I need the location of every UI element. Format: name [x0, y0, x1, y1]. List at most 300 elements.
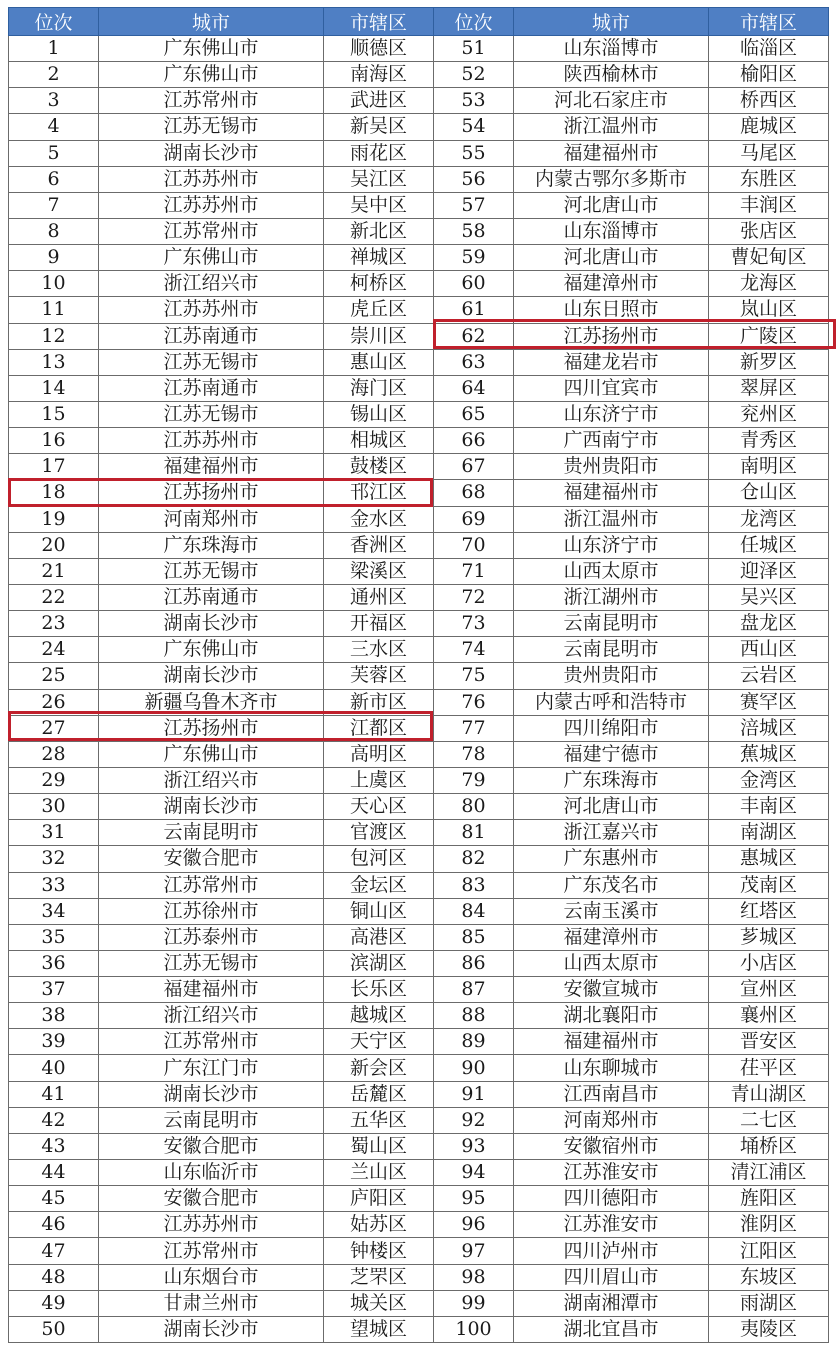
district-cell: 南海区	[324, 62, 434, 88]
rank-cell: 66	[434, 428, 514, 454]
city-cell: 山东临沂市	[99, 1160, 324, 1186]
city-cell: 四川眉山市	[514, 1264, 709, 1290]
city-cell: 湖北宜昌市	[514, 1316, 709, 1342]
city-cell: 江苏泰州市	[99, 924, 324, 950]
city-cell: 广东惠州市	[514, 846, 709, 872]
table-row	[9, 924, 829, 950]
city-cell: 安徽合肥市	[99, 846, 324, 872]
city-cell: 四川宜宾市	[514, 375, 709, 401]
district-cell: 长乐区	[324, 977, 434, 1003]
district-cell: 鼓楼区	[324, 454, 434, 480]
table-row	[9, 898, 829, 924]
district-cell: 青山湖区	[709, 1081, 829, 1107]
district-cell: 锡山区	[324, 401, 434, 427]
table-row	[9, 741, 829, 767]
district-cell: 南明区	[709, 454, 829, 480]
table-row	[9, 480, 829, 506]
city-cell: 河南郑州市	[99, 506, 324, 532]
district-cell: 金水区	[324, 506, 434, 532]
district-cell: 吴中区	[324, 192, 434, 218]
rank-cell: 69	[434, 506, 514, 532]
district-cell: 高明区	[324, 741, 434, 767]
rank-cell: 48	[9, 1264, 99, 1290]
rank-cell: 86	[434, 950, 514, 976]
district-cell: 迎泽区	[709, 558, 829, 584]
city-cell: 云南玉溪市	[514, 898, 709, 924]
district-cell: 禅城区	[324, 245, 434, 271]
city-cell: 浙江湖州市	[514, 584, 709, 610]
table-row	[9, 532, 829, 558]
rank-cell: 73	[434, 611, 514, 637]
city-cell: 山东聊城市	[514, 1055, 709, 1081]
district-cell: 惠山区	[324, 349, 434, 375]
table-row	[9, 663, 829, 689]
city-cell: 陕西榆林市	[514, 62, 709, 88]
district-cell: 鹿城区	[709, 114, 829, 140]
rank-cell: 90	[434, 1055, 514, 1081]
district-cell: 旌阳区	[709, 1186, 829, 1212]
table-row	[9, 1029, 829, 1055]
rank-cell: 52	[434, 62, 514, 88]
district-cell: 茌平区	[709, 1055, 829, 1081]
district-cell: 南湖区	[709, 820, 829, 846]
city-cell: 河北石家庄市	[514, 88, 709, 114]
city-cell: 湖南长沙市	[99, 140, 324, 166]
rank-cell: 84	[434, 898, 514, 924]
rank-cell: 77	[434, 715, 514, 741]
district-cell: 东胜区	[709, 166, 829, 192]
district-cell: 顺德区	[324, 36, 434, 62]
district-cell: 江都区	[324, 715, 434, 741]
district-cell: 云岩区	[709, 663, 829, 689]
district-cell: 翠屏区	[709, 375, 829, 401]
district-cell: 宣州区	[709, 977, 829, 1003]
city-cell: 湖南长沙市	[99, 663, 324, 689]
city-cell: 江苏淮安市	[514, 1160, 709, 1186]
district-cell: 庐阳区	[324, 1186, 434, 1212]
district-cell: 吴江区	[324, 166, 434, 192]
district-cell: 上虞区	[324, 767, 434, 793]
district-cell: 新市区	[324, 689, 434, 715]
district-cell: 新罗区	[709, 349, 829, 375]
city-cell: 福建宁德市	[514, 741, 709, 767]
table-row	[9, 88, 829, 114]
city-cell: 江苏无锡市	[99, 950, 324, 976]
city-cell: 浙江温州市	[514, 114, 709, 140]
district-cell: 蕉城区	[709, 741, 829, 767]
table-row	[9, 767, 829, 793]
district-cell: 小店区	[709, 950, 829, 976]
city-cell: 江苏无锡市	[99, 558, 324, 584]
district-cell: 五华区	[324, 1107, 434, 1133]
district-cell: 江阳区	[709, 1238, 829, 1264]
city-cell: 江苏常州市	[99, 1029, 324, 1055]
city-cell: 江苏苏州市	[99, 428, 324, 454]
rank-cell: 4	[9, 114, 99, 140]
city-cell: 广东珠海市	[514, 767, 709, 793]
rank-cell: 79	[434, 767, 514, 793]
rank-cell: 60	[434, 271, 514, 297]
city-cell: 山东淄博市	[514, 218, 709, 244]
table-row	[9, 820, 829, 846]
district-cell: 盘龙区	[709, 611, 829, 637]
city-cell: 福建龙岩市	[514, 349, 709, 375]
rank-cell: 85	[434, 924, 514, 950]
city-cell: 安徽合肥市	[99, 1133, 324, 1159]
rank-cell: 56	[434, 166, 514, 192]
rank-cell: 20	[9, 532, 99, 558]
city-cell: 江苏苏州市	[99, 297, 324, 323]
city-cell: 福建福州市	[99, 454, 324, 480]
city-cell: 河北唐山市	[514, 192, 709, 218]
district-cell: 新北区	[324, 218, 434, 244]
rank-cell: 44	[9, 1160, 99, 1186]
header-district-right: 市辖区	[709, 8, 829, 36]
district-cell: 清江浦区	[709, 1160, 829, 1186]
table-row	[9, 584, 829, 610]
city-cell: 江苏无锡市	[99, 401, 324, 427]
table-row	[9, 218, 829, 244]
district-cell: 新吴区	[324, 114, 434, 140]
rank-cell: 58	[434, 218, 514, 244]
rank-cell: 9	[9, 245, 99, 271]
city-cell: 广东茂名市	[514, 872, 709, 898]
rank-cell: 81	[434, 820, 514, 846]
district-cell: 涪城区	[709, 715, 829, 741]
district-cell: 城关区	[324, 1290, 434, 1316]
rank-cell: 99	[434, 1290, 514, 1316]
rank-cell: 70	[434, 532, 514, 558]
rank-cell: 89	[434, 1029, 514, 1055]
rank-cell: 92	[434, 1107, 514, 1133]
rank-cell: 36	[9, 950, 99, 976]
rank-cell: 53	[434, 88, 514, 114]
rank-cell: 3	[9, 88, 99, 114]
table-row	[9, 1290, 829, 1316]
table-row	[9, 1133, 829, 1159]
city-cell: 广东珠海市	[99, 532, 324, 558]
table-row	[9, 872, 829, 898]
city-cell: 湖南湘潭市	[514, 1290, 709, 1316]
rank-cell: 45	[9, 1186, 99, 1212]
table-row	[9, 454, 829, 480]
rank-cell: 18	[9, 480, 99, 506]
district-cell: 姑苏区	[324, 1212, 434, 1238]
rank-cell: 57	[434, 192, 514, 218]
district-cell: 通州区	[324, 584, 434, 610]
rank-cell: 51	[434, 36, 514, 62]
rank-cell: 39	[9, 1029, 99, 1055]
rank-cell: 67	[434, 454, 514, 480]
district-cell: 马尾区	[709, 140, 829, 166]
district-cell: 吴兴区	[709, 584, 829, 610]
rank-cell: 25	[9, 663, 99, 689]
district-cell: 崇川区	[324, 323, 434, 349]
rank-cell: 76	[434, 689, 514, 715]
city-cell: 湖南长沙市	[99, 794, 324, 820]
rank-cell: 94	[434, 1160, 514, 1186]
table-row	[9, 114, 829, 140]
city-cell: 云南昆明市	[99, 820, 324, 846]
district-cell: 天宁区	[324, 1029, 434, 1055]
table-row	[9, 977, 829, 1003]
city-cell: 福建漳州市	[514, 271, 709, 297]
table-row	[9, 1107, 829, 1133]
city-cell: 云南昆明市	[99, 1107, 324, 1133]
rank-cell: 7	[9, 192, 99, 218]
district-cell: 广陵区	[709, 323, 829, 349]
city-cell: 江苏常州市	[99, 872, 324, 898]
city-cell: 广东佛山市	[99, 245, 324, 271]
district-cell: 天心区	[324, 794, 434, 820]
city-cell: 江苏无锡市	[99, 349, 324, 375]
table-row	[9, 192, 829, 218]
rank-cell: 100	[434, 1316, 514, 1342]
rank-cell: 13	[9, 349, 99, 375]
city-cell: 江苏淮安市	[514, 1212, 709, 1238]
table-row	[9, 1003, 829, 1029]
table-row	[9, 1081, 829, 1107]
district-cell: 三水区	[324, 637, 434, 663]
district-cell: 丰南区	[709, 794, 829, 820]
district-cell: 金湾区	[709, 767, 829, 793]
city-cell: 浙江温州市	[514, 506, 709, 532]
table-row	[9, 297, 829, 323]
rank-cell: 22	[9, 584, 99, 610]
rank-cell: 17	[9, 454, 99, 480]
rank-cell: 82	[434, 846, 514, 872]
rank-cell: 29	[9, 767, 99, 793]
district-cell: 高港区	[324, 924, 434, 950]
table-row	[9, 1264, 829, 1290]
district-cell: 红塔区	[709, 898, 829, 924]
table-row	[9, 1186, 829, 1212]
district-cell: 铜山区	[324, 898, 434, 924]
district-cell: 埇桥区	[709, 1133, 829, 1159]
district-cell: 香洲区	[324, 532, 434, 558]
table-row	[9, 715, 829, 741]
city-cell: 江苏扬州市	[99, 715, 324, 741]
rank-cell: 23	[9, 611, 99, 637]
rank-cell: 1	[9, 36, 99, 62]
table-row	[9, 1160, 829, 1186]
rank-cell: 37	[9, 977, 99, 1003]
city-cell: 四川绵阳市	[514, 715, 709, 741]
header-city-left: 城市	[99, 8, 324, 36]
city-cell: 江苏苏州市	[99, 1212, 324, 1238]
district-cell: 岳麓区	[324, 1081, 434, 1107]
rank-cell: 74	[434, 637, 514, 663]
city-cell: 湖南长沙市	[99, 1081, 324, 1107]
district-cell: 芝罘区	[324, 1264, 434, 1290]
city-cell: 江苏常州市	[99, 1238, 324, 1264]
city-cell: 内蒙古呼和浩特市	[514, 689, 709, 715]
district-cell: 新会区	[324, 1055, 434, 1081]
table-row	[9, 271, 829, 297]
city-cell: 山东烟台市	[99, 1264, 324, 1290]
city-cell: 云南昆明市	[514, 611, 709, 637]
rank-cell: 97	[434, 1238, 514, 1264]
rank-cell: 34	[9, 898, 99, 924]
district-cell: 龙海区	[709, 271, 829, 297]
table-row	[9, 401, 829, 427]
district-cell: 芗城区	[709, 924, 829, 950]
rank-cell: 28	[9, 741, 99, 767]
city-cell: 山西太原市	[514, 558, 709, 584]
city-cell: 贵州贵阳市	[514, 663, 709, 689]
header-rank-right: 位次	[434, 8, 514, 36]
city-cell: 福建福州市	[99, 977, 324, 1003]
district-cell: 惠城区	[709, 846, 829, 872]
city-cell: 湖北襄阳市	[514, 1003, 709, 1029]
district-cell: 襄州区	[709, 1003, 829, 1029]
city-cell: 江苏扬州市	[99, 480, 324, 506]
district-cell: 龙湾区	[709, 506, 829, 532]
city-cell: 江苏常州市	[99, 88, 324, 114]
rank-cell: 61	[434, 297, 514, 323]
district-cell: 相城区	[324, 428, 434, 454]
city-cell: 江苏苏州市	[99, 166, 324, 192]
rank-cell: 83	[434, 872, 514, 898]
district-cell: 岚山区	[709, 297, 829, 323]
rank-cell: 71	[434, 558, 514, 584]
rank-cell: 96	[434, 1212, 514, 1238]
rank-cell: 68	[434, 480, 514, 506]
table-row	[9, 637, 829, 663]
district-cell: 晋安区	[709, 1029, 829, 1055]
district-cell: 越城区	[324, 1003, 434, 1029]
rank-cell: 12	[9, 323, 99, 349]
city-cell: 广东江门市	[99, 1055, 324, 1081]
district-cell: 西山区	[709, 637, 829, 663]
district-cell: 梁溪区	[324, 558, 434, 584]
city-cell: 广东佛山市	[99, 36, 324, 62]
district-cell: 蜀山区	[324, 1133, 434, 1159]
table-row	[9, 1238, 829, 1264]
district-cell: 望城区	[324, 1316, 434, 1342]
rank-cell: 46	[9, 1212, 99, 1238]
header-district-left: 市辖区	[324, 8, 434, 36]
city-cell: 浙江绍兴市	[99, 271, 324, 297]
district-cell: 兰山区	[324, 1160, 434, 1186]
city-cell: 甘肃兰州市	[99, 1290, 324, 1316]
rank-cell: 62	[434, 323, 514, 349]
city-cell: 山西太原市	[514, 950, 709, 976]
district-cell: 邗江区	[324, 480, 434, 506]
district-cell: 桥西区	[709, 88, 829, 114]
city-cell: 河北唐山市	[514, 794, 709, 820]
city-cell: 山东淄博市	[514, 36, 709, 62]
header-city-right: 城市	[514, 8, 709, 36]
table-row	[9, 611, 829, 637]
city-cell: 江西南昌市	[514, 1081, 709, 1107]
district-cell: 雨湖区	[709, 1290, 829, 1316]
table-row	[9, 166, 829, 192]
district-cell: 包河区	[324, 846, 434, 872]
rank-cell: 11	[9, 297, 99, 323]
rank-cell: 19	[9, 506, 99, 532]
district-cell: 钟楼区	[324, 1238, 434, 1264]
rank-cell: 27	[9, 715, 99, 741]
district-cell: 二七区	[709, 1107, 829, 1133]
district-cell: 兖州区	[709, 401, 829, 427]
district-cell: 海门区	[324, 375, 434, 401]
city-cell: 河南郑州市	[514, 1107, 709, 1133]
city-cell: 山东日照市	[514, 297, 709, 323]
city-cell: 江苏徐州市	[99, 898, 324, 924]
rank-cell: 35	[9, 924, 99, 950]
table-row	[9, 846, 829, 872]
city-cell: 安徽宿州市	[514, 1133, 709, 1159]
city-cell: 内蒙古鄂尔多斯市	[514, 166, 709, 192]
city-cell: 贵州贵阳市	[514, 454, 709, 480]
city-cell: 浙江嘉兴市	[514, 820, 709, 846]
ranking-table	[8, 7, 829, 1343]
city-cell: 福建福州市	[514, 480, 709, 506]
district-cell: 武进区	[324, 88, 434, 114]
rank-cell: 80	[434, 794, 514, 820]
rank-cell: 65	[434, 401, 514, 427]
table-row	[9, 950, 829, 976]
rank-cell: 5	[9, 140, 99, 166]
rank-cell: 59	[434, 245, 514, 271]
city-cell: 福建福州市	[514, 140, 709, 166]
city-cell: 福建福州市	[514, 1029, 709, 1055]
district-cell: 官渡区	[324, 820, 434, 846]
table-row	[9, 506, 829, 532]
district-cell: 夷陵区	[709, 1316, 829, 1342]
district-cell: 张店区	[709, 218, 829, 244]
city-cell: 江苏南通市	[99, 584, 324, 610]
rank-cell: 14	[9, 375, 99, 401]
rank-cell: 24	[9, 637, 99, 663]
district-cell: 青秀区	[709, 428, 829, 454]
city-cell: 安徽合肥市	[99, 1186, 324, 1212]
table-row	[9, 349, 829, 375]
city-cell: 江苏常州市	[99, 218, 324, 244]
table-row	[9, 794, 829, 820]
city-cell: 广东佛山市	[99, 62, 324, 88]
table-row	[9, 1055, 829, 1081]
rank-cell: 91	[434, 1081, 514, 1107]
rank-cell: 31	[9, 820, 99, 846]
rank-cell: 50	[9, 1316, 99, 1342]
rank-cell: 40	[9, 1055, 99, 1081]
rank-cell: 63	[434, 349, 514, 375]
rank-cell: 41	[9, 1081, 99, 1107]
city-cell: 四川德阳市	[514, 1186, 709, 1212]
rank-cell: 49	[9, 1290, 99, 1316]
rank-cell: 75	[434, 663, 514, 689]
table-row	[9, 140, 829, 166]
rank-cell: 64	[434, 375, 514, 401]
rank-cell: 78	[434, 741, 514, 767]
rank-cell: 47	[9, 1238, 99, 1264]
district-cell: 丰润区	[709, 192, 829, 218]
city-cell: 福建漳州市	[514, 924, 709, 950]
district-cell: 东坡区	[709, 1264, 829, 1290]
rank-cell: 38	[9, 1003, 99, 1029]
district-cell: 开福区	[324, 611, 434, 637]
rank-cell: 10	[9, 271, 99, 297]
district-cell: 榆阳区	[709, 62, 829, 88]
rank-cell: 42	[9, 1107, 99, 1133]
city-cell: 山东济宁市	[514, 532, 709, 558]
rank-cell: 33	[9, 872, 99, 898]
rank-cell: 93	[434, 1133, 514, 1159]
rank-cell: 87	[434, 977, 514, 1003]
district-cell: 任城区	[709, 532, 829, 558]
